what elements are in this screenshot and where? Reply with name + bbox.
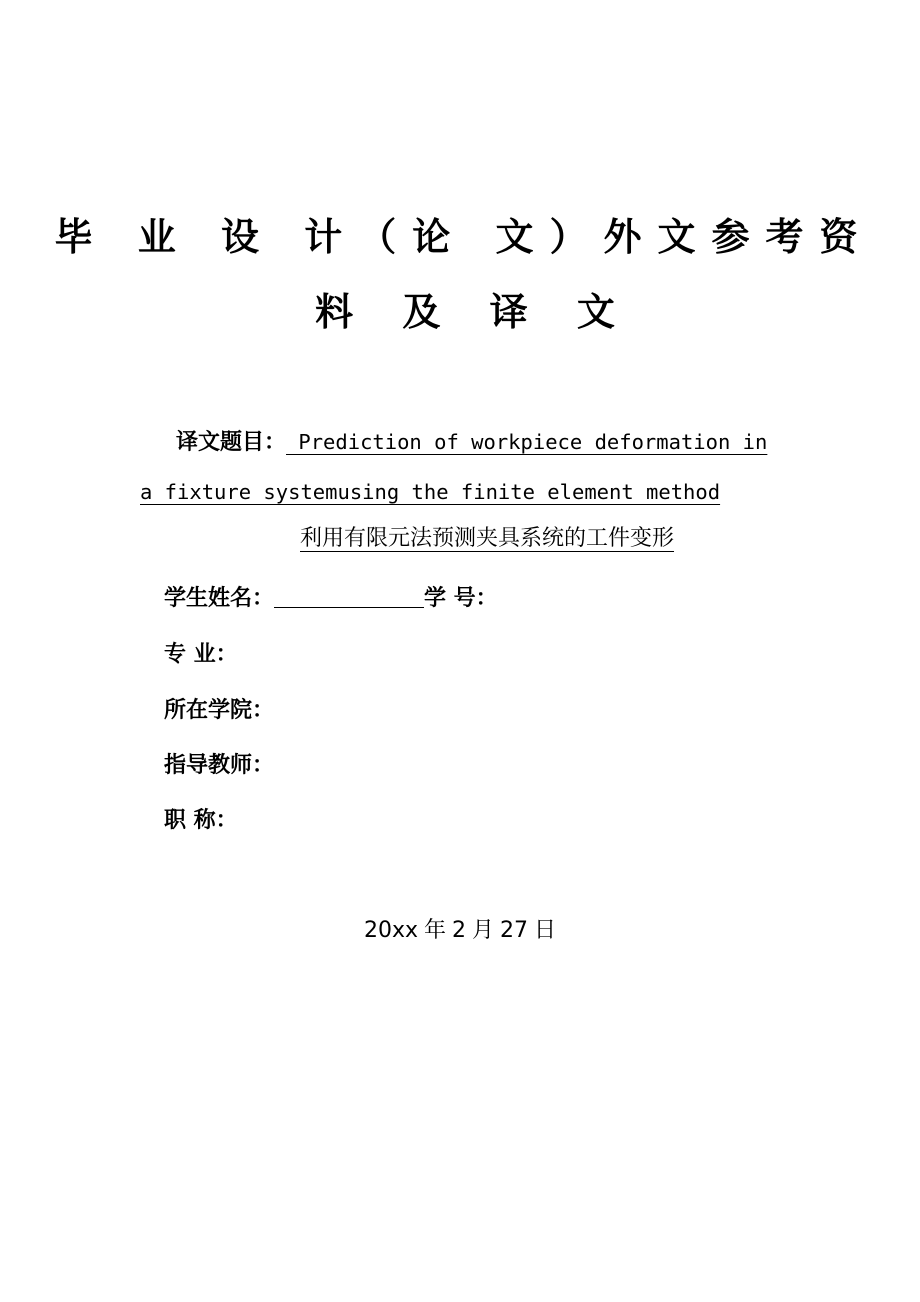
student-name-label: 学生姓名： bbox=[164, 586, 275, 611]
student-row bbox=[164, 588, 498, 610]
english-title-row2 bbox=[140, 482, 720, 503]
document-title-line1: 毕 业 设 计（论 文）外文参考资 bbox=[54, 215, 874, 259]
chinese-title-row bbox=[176, 528, 674, 550]
chinese-title-text: 利用有限元法预测夹具系统的工件变形 bbox=[300, 526, 675, 551]
translation-title-label: 译文题目： bbox=[176, 430, 287, 455]
date-year-unit: 年 bbox=[424, 918, 447, 943]
date-day-unit: 日 bbox=[534, 918, 557, 943]
college-label: 所在学院： bbox=[164, 698, 275, 723]
chinese-title bbox=[176, 526, 674, 551]
document-date bbox=[0, 913, 920, 944]
student-name-field[interactable] bbox=[274, 607, 424, 608]
date-year: 20xx bbox=[363, 918, 418, 943]
english-title-line1: Prediction of workpiece deformation in bbox=[286, 430, 768, 454]
english-title-line2: a fixture systemusing the finite element method bbox=[140, 480, 721, 504]
date-day: 27 bbox=[500, 918, 529, 943]
date-month: 2 bbox=[452, 918, 467, 943]
position-label: 职 称： bbox=[164, 808, 238, 833]
student-id-label: 学 号： bbox=[424, 586, 498, 611]
translation-title-row bbox=[176, 432, 767, 454]
advisor-label: 指导教师： bbox=[164, 753, 275, 778]
date-month-unit: 月 bbox=[472, 918, 495, 943]
major-label: 专 业： bbox=[164, 642, 238, 667]
document-title-line2: 料 及 译 文 bbox=[315, 290, 633, 334]
